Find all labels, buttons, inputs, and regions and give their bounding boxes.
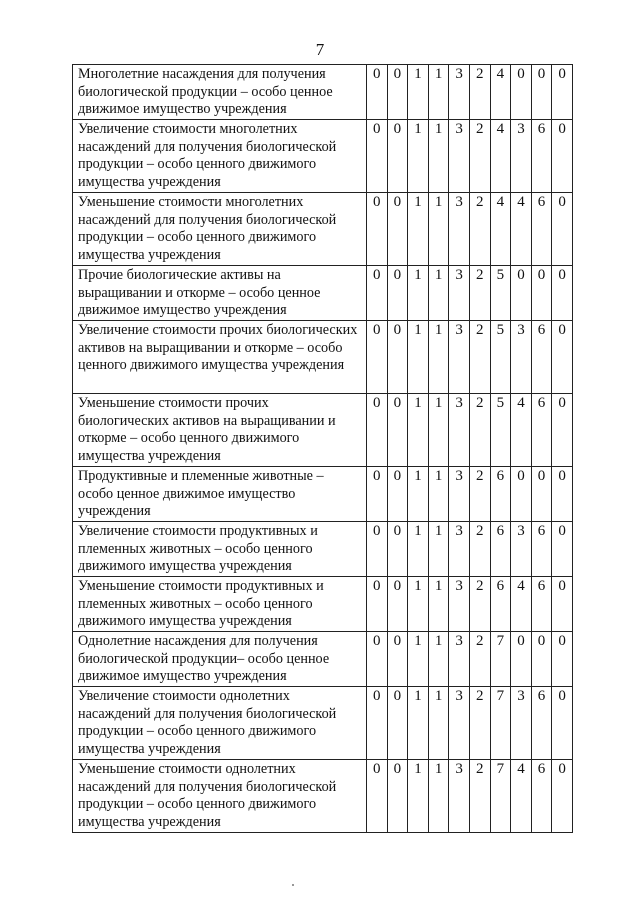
- code-digit-cell: 1: [408, 760, 429, 833]
- code-digit-cell: 1: [408, 522, 429, 577]
- code-digit-cell: 0: [387, 65, 408, 120]
- code-digit-cell: 3: [511, 321, 532, 394]
- code-digit-cell: 3: [449, 687, 470, 760]
- code-digit-cell: 1: [428, 522, 449, 577]
- code-digit-cell: 2: [469, 760, 490, 833]
- code-digit-cell: 1: [408, 266, 429, 321]
- code-digit-cell: 1: [428, 687, 449, 760]
- code-digit-cell: 1: [428, 65, 449, 120]
- code-digit-cell: 1: [428, 577, 449, 632]
- code-digit-cell: 0: [367, 467, 388, 522]
- code-digit-cell: 1: [428, 193, 449, 266]
- code-digit-cell: 2: [469, 467, 490, 522]
- code-digit-cell: 1: [428, 266, 449, 321]
- account-name-cell: Многолетние насаждения для получения биологической продукции – особо ценное движимое имущество учреждения: [73, 65, 367, 120]
- table-row: [73, 687, 573, 760]
- code-digit-cell: 1: [408, 193, 429, 266]
- code-digit-cell: 4: [511, 193, 532, 266]
- code-digit-cell: 2: [469, 193, 490, 266]
- code-digit-cell: 0: [367, 632, 388, 687]
- table-row: [73, 193, 573, 266]
- code-digit-cell: 2: [469, 522, 490, 577]
- code-digit-cell: 2: [469, 266, 490, 321]
- code-digit-cell: 6: [531, 687, 552, 760]
- code-digit-cell: 0: [531, 467, 552, 522]
- account-name-cell: Увеличение стоимости продуктивных и племенных животных – особо ценного движимого имущества учреждения: [73, 522, 367, 577]
- code-digit-cell: 0: [511, 632, 532, 687]
- code-digit-cell: 3: [449, 760, 470, 833]
- code-digit-cell: 1: [428, 467, 449, 522]
- code-digit-cell: 3: [511, 120, 532, 193]
- code-digit-cell: 0: [367, 577, 388, 632]
- account-name-cell: Уменьшение стоимости прочих биологических активов на выращивании и откорме – особо ценного движимого имущества учреждения: [73, 394, 367, 467]
- code-digit-cell: 3: [449, 120, 470, 193]
- code-digit-cell: 0: [552, 577, 573, 632]
- code-digit-cell: 0: [531, 632, 552, 687]
- table-row: [73, 522, 573, 577]
- code-digit-cell: 1: [408, 632, 429, 687]
- table-row: [73, 120, 573, 193]
- code-digit-cell: 0: [387, 687, 408, 760]
- code-digit-cell: 3: [449, 577, 470, 632]
- code-digit-cell: 0: [552, 120, 573, 193]
- code-digit-cell: 6: [531, 760, 552, 833]
- table-row: [73, 321, 573, 394]
- code-digit-cell: 0: [511, 467, 532, 522]
- account-name-cell: Продуктивные и племенные животные – особо ценное движимое имущество учреждения: [73, 467, 367, 522]
- code-digit-cell: 4: [490, 193, 511, 266]
- code-digit-cell: 0: [367, 760, 388, 833]
- code-digit-cell: 0: [387, 522, 408, 577]
- code-digit-cell: 0: [367, 120, 388, 193]
- code-digit-cell: 0: [531, 266, 552, 321]
- code-digit-cell: 1: [408, 321, 429, 394]
- code-digit-cell: 2: [469, 687, 490, 760]
- account-name-cell: Увеличение стоимости однолетних насаждений для получения биологической продукции – особо ценного движимого имущества учреждения: [73, 687, 367, 760]
- code-digit-cell: 6: [531, 522, 552, 577]
- code-digit-cell: 0: [531, 65, 552, 120]
- account-name-cell: Увеличение стоимости прочих биологических активов на выращивании и откорме – особо ценного движимого имущества учреждения: [73, 321, 367, 394]
- code-digit-cell: 0: [367, 65, 388, 120]
- table-row: [73, 65, 573, 120]
- scan-artifact: [292, 884, 294, 886]
- code-digit-cell: 0: [552, 760, 573, 833]
- code-digit-cell: 0: [552, 394, 573, 467]
- code-digit-cell: 2: [469, 394, 490, 467]
- code-digit-cell: 6: [531, 321, 552, 394]
- code-digit-cell: 2: [469, 321, 490, 394]
- code-digit-cell: 1: [428, 120, 449, 193]
- code-digit-cell: 3: [449, 193, 470, 266]
- code-digit-cell: 2: [469, 577, 490, 632]
- code-digit-cell: 0: [511, 65, 532, 120]
- table-body: [73, 65, 573, 833]
- code-digit-cell: 2: [469, 120, 490, 193]
- code-digit-cell: 4: [490, 120, 511, 193]
- code-digit-cell: 0: [552, 193, 573, 266]
- code-digit-cell: 6: [490, 467, 511, 522]
- code-digit-cell: 3: [449, 632, 470, 687]
- code-digit-cell: 0: [552, 522, 573, 577]
- code-digit-cell: 7: [490, 687, 511, 760]
- code-digit-cell: 1: [408, 65, 429, 120]
- page-number: 7: [315, 40, 325, 59]
- code-digit-cell: 0: [367, 321, 388, 394]
- account-name-cell: Уменьшение стоимости однолетних насаждений для получения биологической продукции – особо ценного движимого имущества учреждения: [73, 760, 367, 833]
- code-digit-cell: 2: [469, 65, 490, 120]
- code-digit-cell: 0: [387, 266, 408, 321]
- code-digit-cell: 3: [511, 522, 532, 577]
- code-digit-cell: 0: [511, 266, 532, 321]
- code-digit-cell: 0: [552, 632, 573, 687]
- code-digit-cell: 0: [367, 193, 388, 266]
- table-row: [73, 577, 573, 632]
- code-digit-cell: 0: [387, 577, 408, 632]
- account-name-cell: Уменьшение стоимости продуктивных и племенных животных – особо ценного движимого имущества учреждения: [73, 577, 367, 632]
- code-digit-cell: 0: [367, 394, 388, 467]
- code-digit-cell: 0: [387, 120, 408, 193]
- code-digit-cell: 5: [490, 394, 511, 467]
- code-digit-cell: 1: [428, 760, 449, 833]
- table-row: [73, 266, 573, 321]
- code-digit-cell: 6: [531, 394, 552, 467]
- account-name-cell: Однолетние насаждения для получения биологической продукции– особо ценное движимое имущество учреждения: [73, 632, 367, 687]
- code-digit-cell: 5: [490, 321, 511, 394]
- code-digit-cell: 0: [387, 760, 408, 833]
- code-digit-cell: 3: [511, 687, 532, 760]
- code-digit-cell: 6: [490, 522, 511, 577]
- account-name-cell: Прочие биологические активы на выращивании и откорме – особо ценное движимое имущество учреждения: [73, 266, 367, 321]
- code-digit-cell: 2: [469, 632, 490, 687]
- code-digit-cell: 0: [387, 467, 408, 522]
- code-digit-cell: 3: [449, 321, 470, 394]
- code-digit-cell: 6: [531, 577, 552, 632]
- code-digit-cell: 0: [367, 687, 388, 760]
- code-digit-cell: 6: [531, 120, 552, 193]
- table-row: [73, 632, 573, 687]
- code-digit-cell: 0: [552, 687, 573, 760]
- code-digit-cell: 0: [387, 394, 408, 467]
- code-digit-cell: 0: [552, 266, 573, 321]
- code-digit-cell: 0: [367, 266, 388, 321]
- code-digit-cell: 1: [408, 467, 429, 522]
- code-digit-cell: 7: [490, 760, 511, 833]
- code-digit-cell: 3: [449, 522, 470, 577]
- table-row: [73, 760, 573, 833]
- code-digit-cell: 4: [490, 65, 511, 120]
- code-digit-cell: 5: [490, 266, 511, 321]
- code-digit-cell: 6: [531, 193, 552, 266]
- code-digit-cell: 1: [428, 394, 449, 467]
- code-digit-cell: 0: [387, 193, 408, 266]
- code-digit-cell: 0: [552, 467, 573, 522]
- code-digit-cell: 0: [552, 321, 573, 394]
- code-digit-cell: 1: [428, 321, 449, 394]
- account-name-cell: Уменьшение стоимости многолетних насаждений для получения биологической продукции – особо ценного движимого имущества учреждения: [73, 193, 367, 266]
- code-digit-cell: 3: [449, 65, 470, 120]
- code-digit-cell: 1: [408, 120, 429, 193]
- code-digit-cell: 1: [408, 687, 429, 760]
- code-digit-cell: 7: [490, 632, 511, 687]
- code-digit-cell: 3: [449, 394, 470, 467]
- table-row: [73, 467, 573, 522]
- code-digit-cell: 4: [511, 760, 532, 833]
- code-digit-cell: 1: [408, 394, 429, 467]
- code-digit-cell: 1: [408, 577, 429, 632]
- code-digit-cell: 4: [511, 394, 532, 467]
- account-codes-table: [72, 64, 573, 833]
- code-digit-cell: 6: [490, 577, 511, 632]
- code-digit-cell: 0: [367, 522, 388, 577]
- code-digit-cell: 0: [552, 65, 573, 120]
- account-name-cell: Увеличение стоимости многолетних насаждений для получения биологической продукции – особо ценного движимого имущества учреждения: [73, 120, 367, 193]
- code-digit-cell: 3: [449, 467, 470, 522]
- code-digit-cell: 0: [387, 632, 408, 687]
- code-digit-cell: 4: [511, 577, 532, 632]
- code-digit-cell: 3: [449, 266, 470, 321]
- code-digit-cell: 0: [387, 321, 408, 394]
- table-row: [73, 394, 573, 467]
- code-digit-cell: 1: [428, 632, 449, 687]
